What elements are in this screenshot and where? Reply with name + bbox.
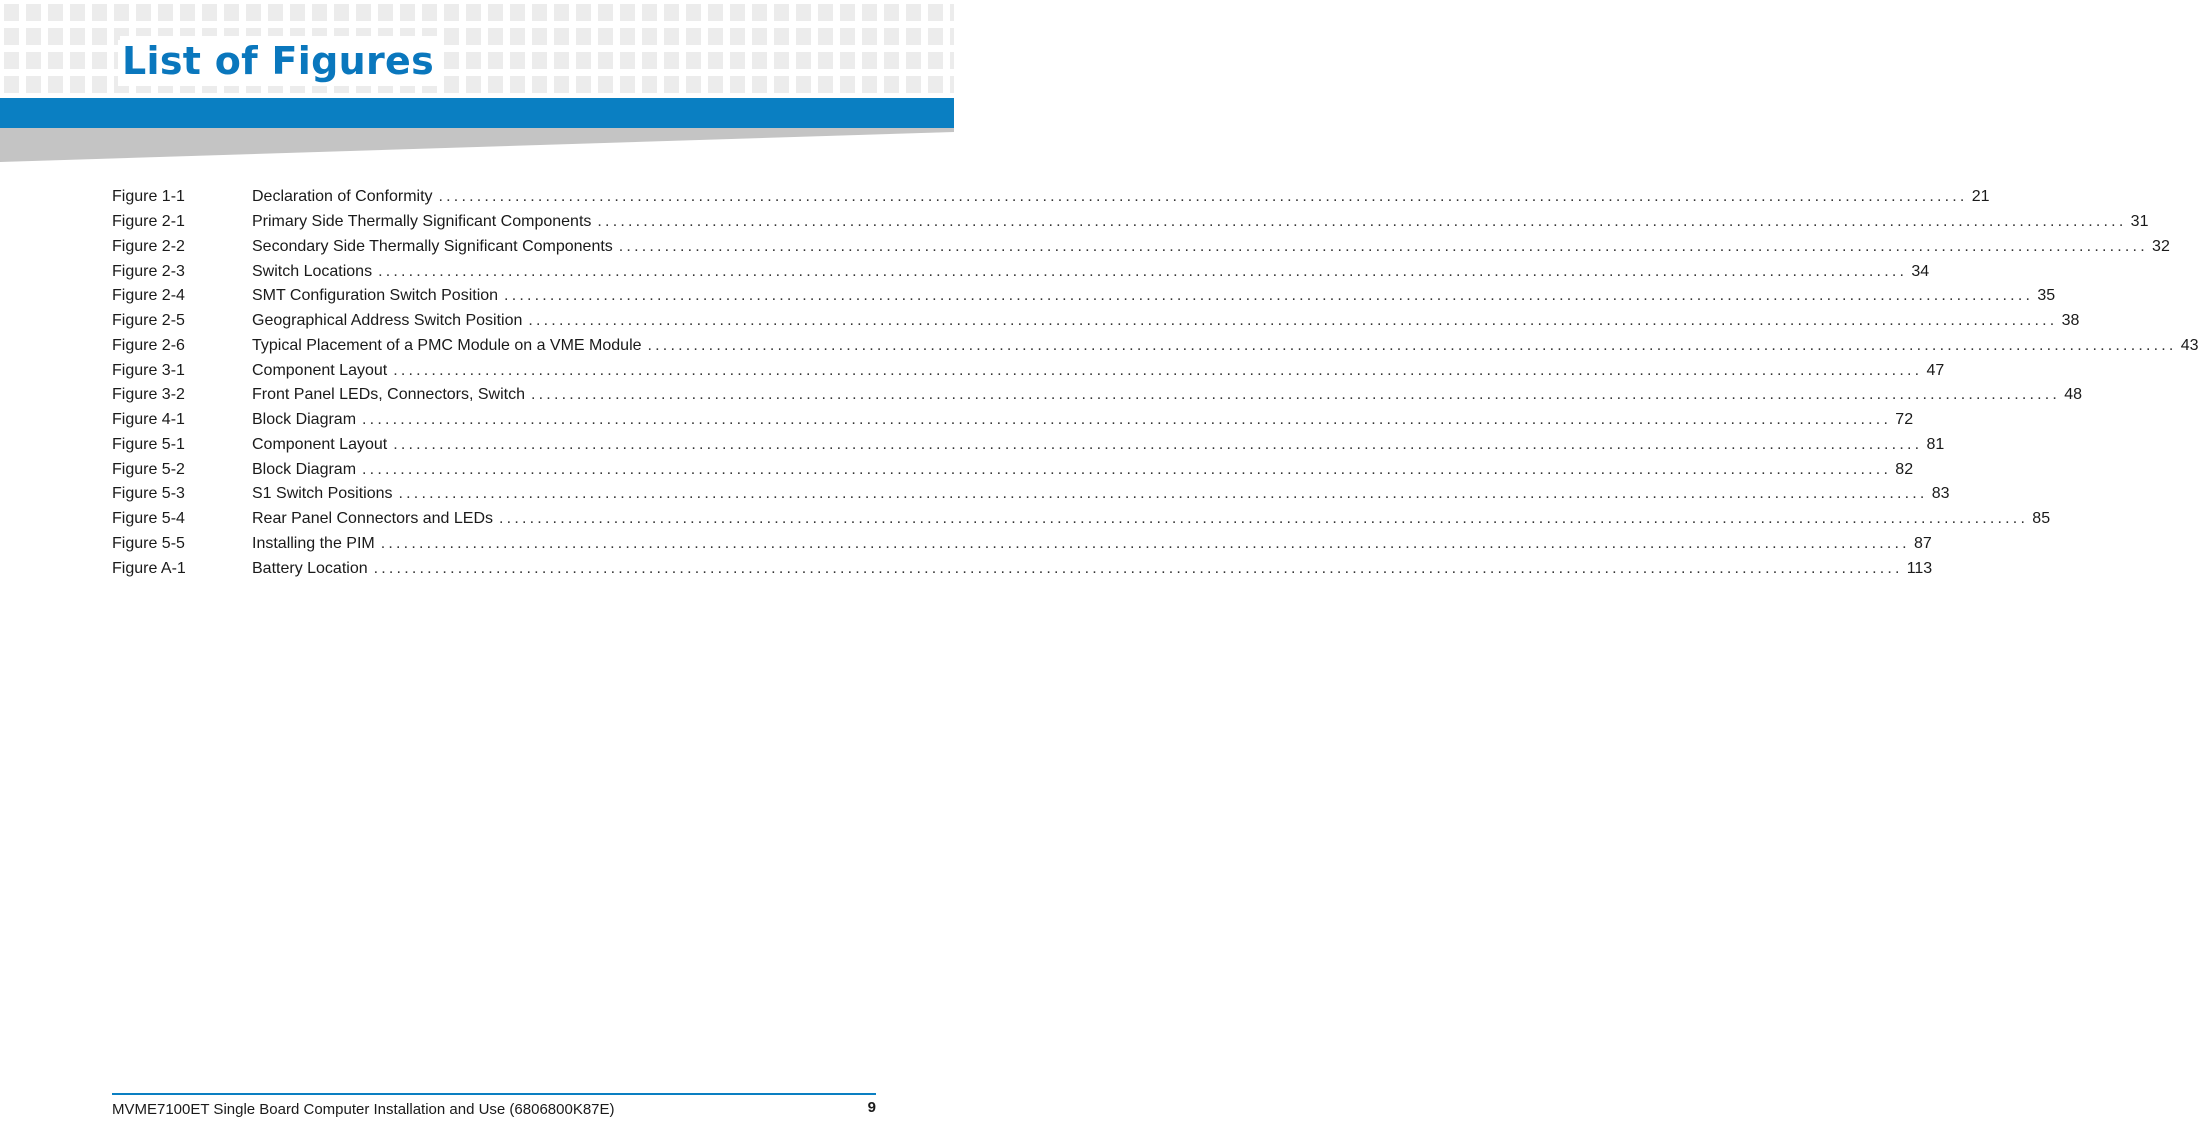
figure-title-line	[252, 361, 1922, 381]
figure-title-line	[252, 410, 1891, 430]
figure-number: Figure 2-4	[112, 287, 185, 305]
figure-title-line	[252, 212, 2126, 232]
figure-entry[interactable]	[112, 334, 2199, 359]
figure-title-line	[252, 262, 1907, 282]
figure-title: SMT Configuration Switch Position	[252, 287, 499, 305]
dot-leader: ........................................................................................................................................................................................................	[528, 312, 2058, 330]
figure-number: Figure 3-1	[112, 361, 185, 379]
figure-title: Component Layout	[252, 435, 388, 453]
dot-leader: ........................................................................................................................................................................................................	[362, 460, 1892, 478]
figure-title: Block Diagram	[252, 460, 357, 478]
figure-entry[interactable]	[112, 358, 1945, 383]
figure-number: Figure A-1	[112, 559, 186, 577]
figure-entry[interactable]	[112, 383, 2083, 408]
figure-title-line	[252, 336, 2177, 356]
figure-entry[interactable]	[112, 482, 1950, 507]
figure-title: Battery Location	[252, 559, 368, 577]
figure-title: Geographical Address Switch Position	[252, 312, 523, 330]
dot-leader: ........................................................................................................................................................................................................	[380, 534, 1910, 552]
dot-leader: ........................................................................................................................................................................................................	[597, 213, 2127, 231]
footer-rule	[112, 1093, 876, 1095]
figure-entry[interactable]	[112, 235, 2170, 260]
figure-page-number: 82	[1895, 460, 1914, 478]
figure-page-number: 21	[1971, 188, 1990, 206]
figure-page-number: 38	[2061, 312, 2080, 330]
footer-page-number: 9	[867, 1099, 876, 1116]
figure-page-number: 43	[2180, 336, 2199, 354]
dot-leader: ........................................................................................................................................................................................................	[438, 188, 1968, 206]
figure-number: Figure 3-2	[112, 386, 185, 404]
figure-title-line	[252, 435, 1922, 455]
figure-title: Front Panel LEDs, Connectors, Switch	[252, 386, 526, 404]
figure-number: Figure 1-1	[112, 188, 185, 206]
dot-leader: ........................................................................................................................................................................................................	[618, 237, 2148, 255]
figure-number: Figure 2-6	[112, 336, 185, 354]
dot-leader: ........................................................................................................................................................................................................	[378, 262, 1908, 280]
figure-page-number: 31	[2130, 213, 2149, 231]
figure-page-number: 35	[2037, 287, 2056, 305]
header-wedge	[0, 128, 954, 164]
figure-title-line	[252, 509, 2028, 529]
figure-entry[interactable]	[112, 532, 1932, 557]
dot-leader: ........................................................................................................................................................................................................	[362, 411, 1892, 429]
figure-title: Switch Locations	[252, 262, 373, 280]
figure-title: Typical Placement of a PMC Module on a VME Module	[252, 336, 642, 354]
figure-title: Secondary Side Thermally Significant Components	[252, 237, 613, 255]
figure-page-number: 72	[1895, 411, 1914, 429]
figure-title: Component Layout	[252, 361, 388, 379]
figure-title: Block Diagram	[252, 411, 357, 429]
figure-title-line	[252, 484, 1928, 504]
figure-page-number: 113	[1906, 559, 1933, 577]
figure-title-line	[252, 286, 2033, 306]
dot-leader: ........................................................................................................................................................................................................	[398, 485, 1928, 503]
figure-title: Rear Panel Connectors and LEDs	[252, 510, 494, 528]
figure-entry[interactable]	[112, 309, 2080, 334]
figure-entry[interactable]	[112, 408, 1914, 433]
dot-leader: ........................................................................................................................................................................................................	[531, 386, 2061, 404]
figure-page-number: 47	[1926, 361, 1945, 379]
figure-number: Figure 5-3	[112, 485, 185, 503]
figure-title: Primary Side Thermally Significant Components	[252, 213, 592, 231]
figure-page-number: 85	[2032, 510, 2051, 528]
header-band	[0, 98, 954, 128]
dot-leader: ........................................................................................................................................................................................................	[393, 435, 1923, 453]
figure-number: Figure 5-1	[112, 435, 185, 453]
figure-title: Installing the PIM	[252, 534, 375, 552]
figure-title-line	[252, 534, 1910, 554]
figure-page-number: 48	[2064, 386, 2083, 404]
footer-document-title: MVME7100ET Single Board Computer Installation and Use (6806800K87E)	[112, 1101, 615, 1118]
figure-page-number: 87	[1914, 534, 1932, 552]
figure-entry[interactable]	[112, 457, 1914, 482]
dot-leader: ........................................................................................................................................................................................................	[647, 336, 2177, 354]
figure-entry[interactable]	[112, 433, 1945, 458]
figure-entry[interactable]	[112, 507, 2051, 532]
figure-number: Figure 5-2	[112, 460, 185, 478]
figure-title-line	[252, 311, 2057, 331]
figure-title-line	[252, 237, 2148, 257]
figure-page-number: 83	[1931, 485, 1950, 503]
figure-number: Figure 4-1	[112, 411, 185, 429]
figure-entry[interactable]	[112, 259, 1930, 284]
list-of-figures	[112, 185, 2199, 581]
figure-page-number: 34	[1911, 262, 1930, 280]
figure-entry[interactable]	[112, 284, 2056, 309]
figure-number: Figure 2-3	[112, 262, 185, 280]
figure-entry[interactable]	[112, 556, 1933, 581]
figure-number: Figure 2-1	[112, 213, 185, 231]
dot-leader: ........................................................................................................................................................................................................	[393, 361, 1923, 379]
figure-title-line	[252, 385, 2060, 405]
figure-number: Figure 5-4	[112, 510, 185, 528]
dot-leader: ........................................................................................................................................................................................................	[504, 287, 2034, 305]
figure-title-line	[252, 559, 1903, 579]
figure-entry[interactable]	[112, 210, 2149, 235]
figure-number: Figure 2-2	[112, 237, 185, 255]
figure-title: S1 Switch Positions	[252, 485, 393, 503]
figure-title-line	[252, 187, 1968, 207]
figure-title: Declaration of Conformity	[252, 188, 433, 206]
figure-entry[interactable]	[112, 185, 1990, 210]
dot-leader: ........................................................................................................................................................................................................	[499, 510, 2029, 528]
figure-number: Figure 5-5	[112, 534, 185, 552]
dot-leader: ........................................................................................................................................................................................................	[373, 559, 1903, 577]
page-title: List of Figures	[120, 36, 440, 86]
figure-page-number: 81	[1926, 435, 1945, 453]
figure-title-line	[252, 460, 1891, 480]
figure-page-number: 32	[2152, 237, 2170, 255]
figure-number: Figure 2-5	[112, 312, 185, 330]
